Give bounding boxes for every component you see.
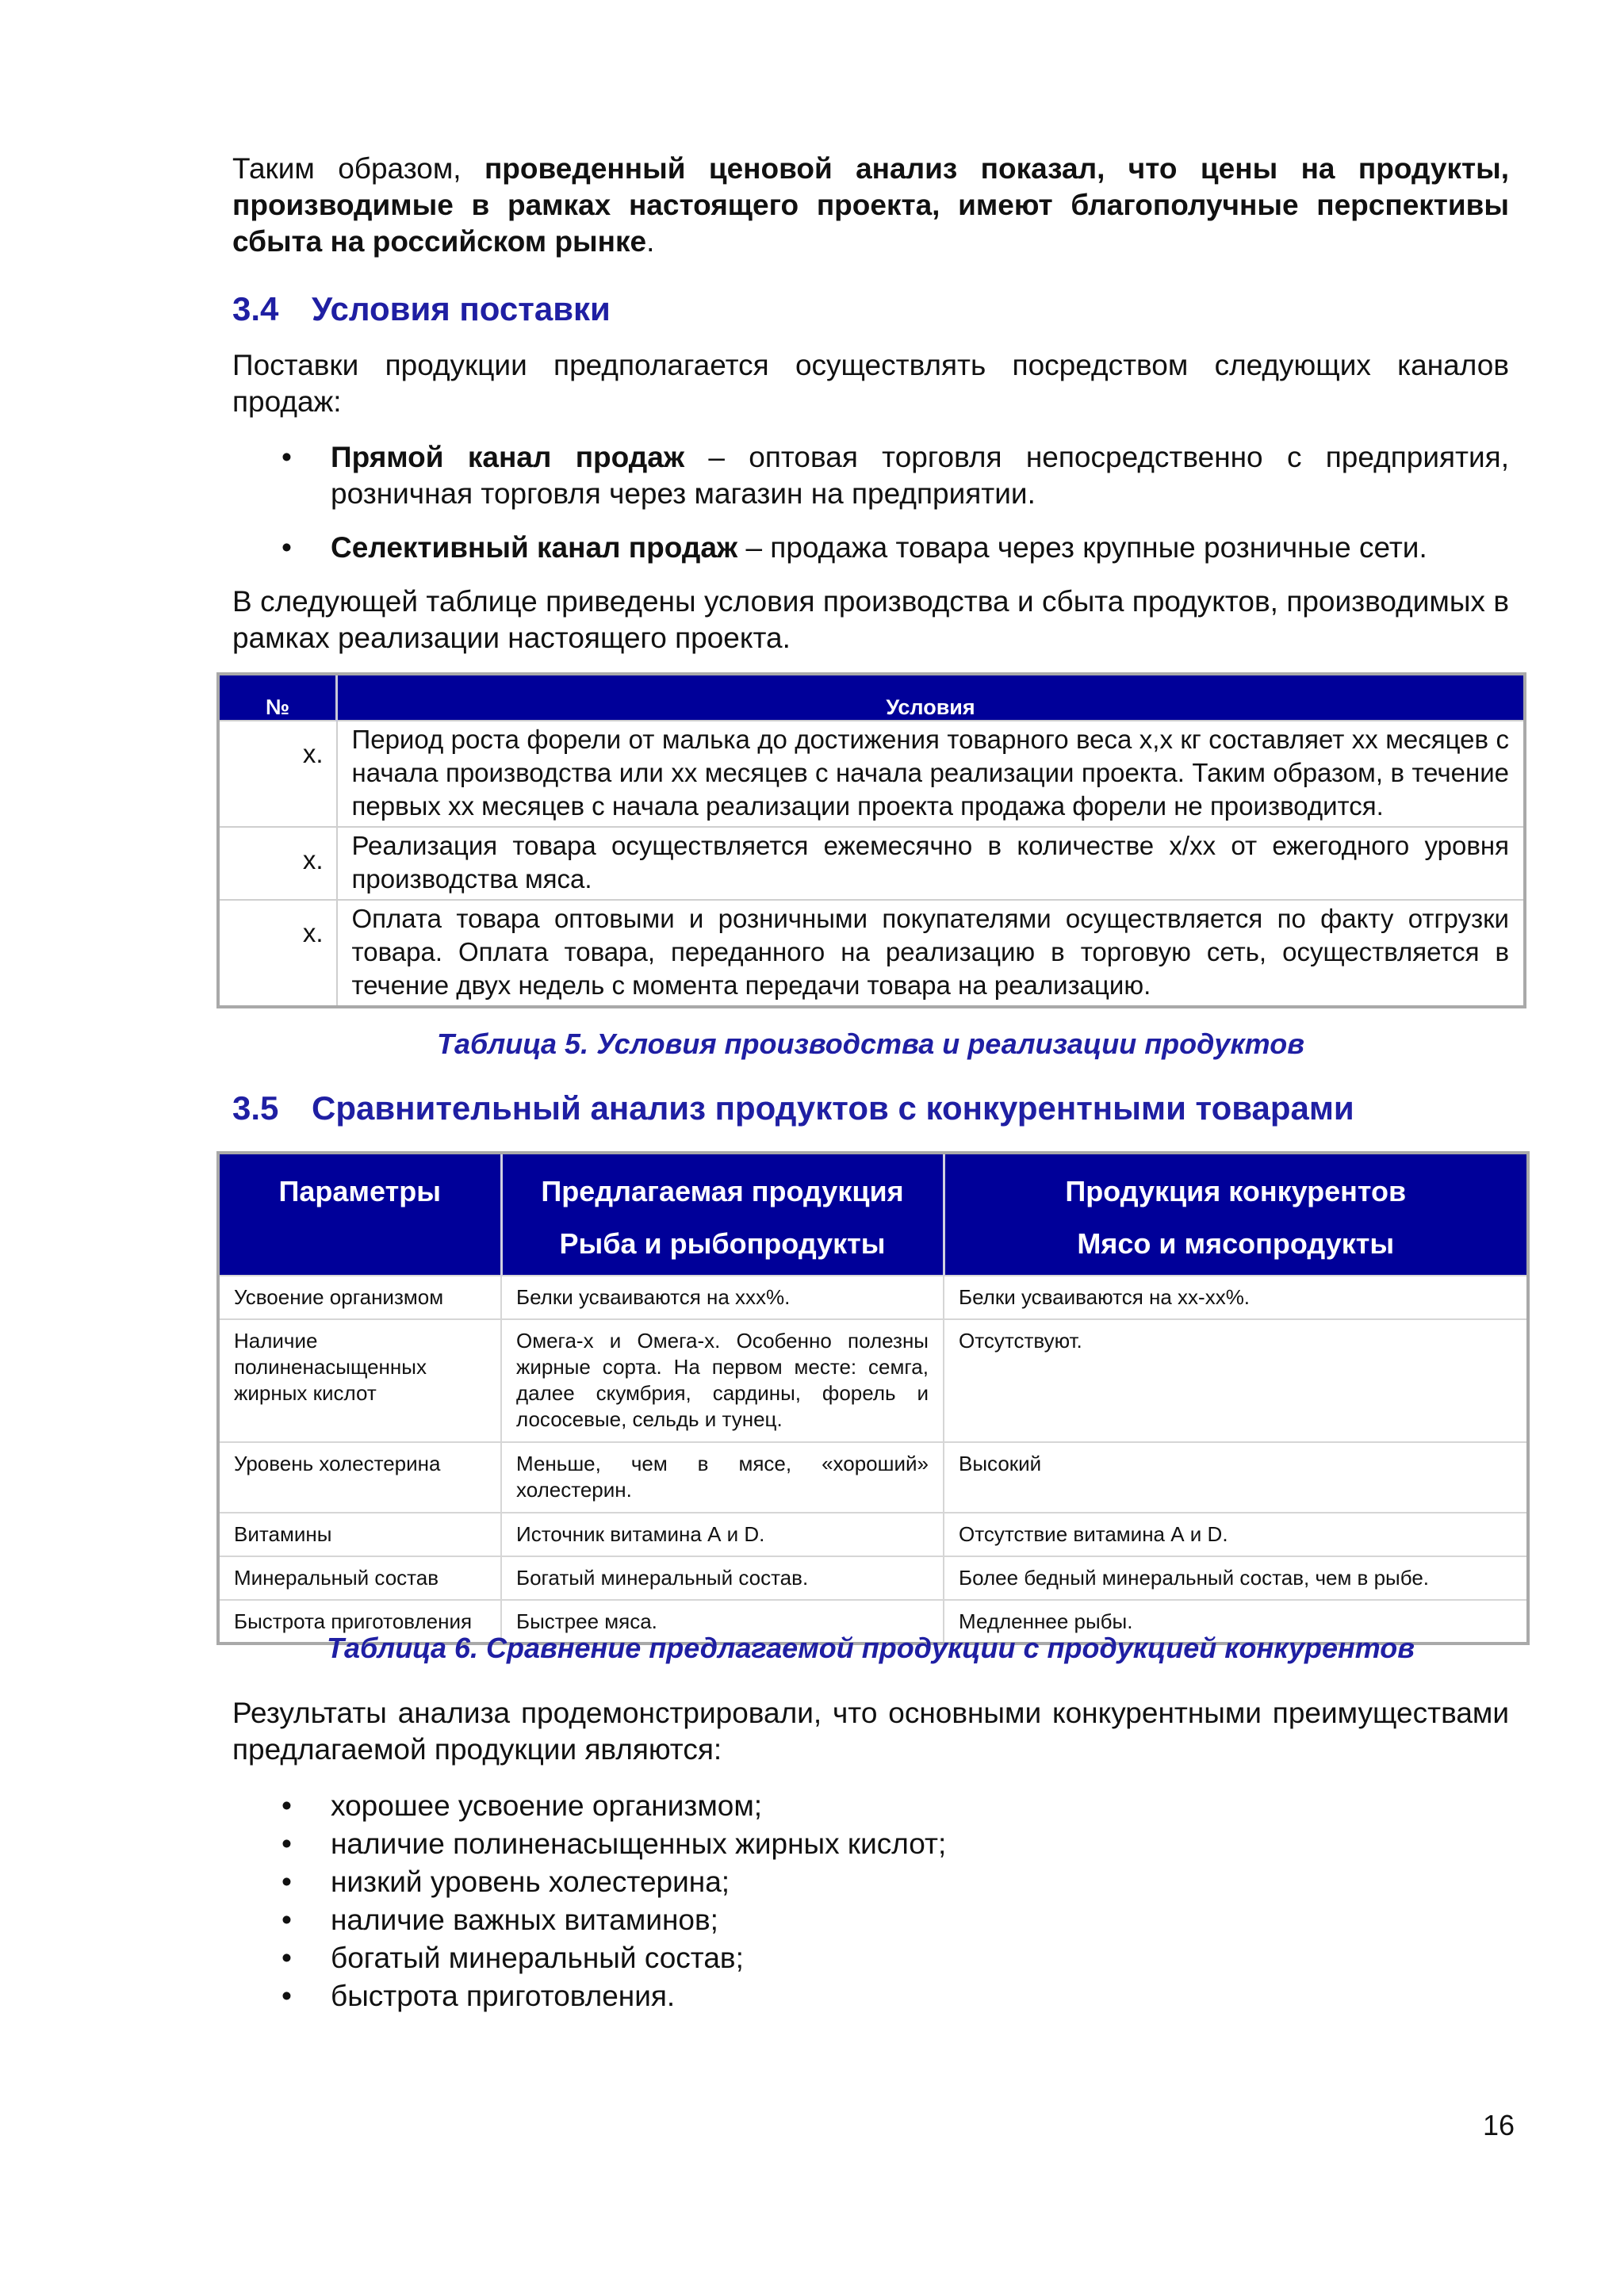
bullet-icon: • [282,1980,292,2012]
bullet-icon: • [282,1789,292,1822]
cell-competitor: Медленнее рыбы. [944,1600,1528,1644]
sales-channels-list [232,439,1509,566]
results-lead: Результаты анализа продемонстрировали, что основными конкурентными преимуществами предлагаемой продукции являются: [232,1697,1509,1766]
row-text: Период роста форели от малька до достижения товарного веса х,х кг составляет хх месяцев с начала производства или хх месяцев с начала реализации проекта. Таким образом, в течение первых хх месяцев с начала реализации проекта продажа форели не производится. [337,721,1526,827]
comparison-table [216,1151,1530,1645]
cell-competitor: Высокий [944,1442,1528,1513]
column-header-offered: Предлагаемая продукция Рыба и рыбопродукты [501,1153,944,1276]
list-item: • низкий уровень холестерина; [232,1863,1509,1901]
intro-paragraph: Таким образом, проведенный ценовой анализ показал, что цены на продукты, производимые в рамках настоящего проекта, имеют благополучные перспективы сбыта на российском рынке. [232,152,1509,258]
section-3-4-after: В следующей таблице приведены условия производства и сбыта продуктов, производимых в рамках реализации настоящего проекта. [232,585,1509,654]
cell-offered: Источник витамина А и D. [501,1513,944,1556]
list-item: • богатый минеральный состав; [232,1939,1509,1977]
column-header-parameters: Параметры [218,1153,501,1276]
table-row [218,1319,1528,1442]
section-3-4-lead: Поставки продукции предполагается осуществлять посредством следующих каналов продаж: [232,349,1509,418]
cell-parameter: Витамины [218,1513,501,1556]
list-item: • Прямой канал продаж – оптовая торговля непосредственно с предприятия, розничная торговля через магазин на предприятии. [282,441,1509,510]
row-number: x. [218,827,337,900]
column-header: № [218,674,337,721]
table-row [218,1276,1528,1319]
section-3-5-heading: 3.5 Сравнительный анализ продуктов с конкурентными товарами [232,1089,1354,1127]
cell-offered: Белки усваиваются на ххх%. [501,1276,944,1319]
cell-parameter: Наличие полиненасыщенных жирных кислот [218,1319,501,1442]
table-5-caption: Таблица 5. Условия производства и реализации продуктов [437,1027,1304,1060]
cell-parameter: Быстрота приготовления [218,1600,501,1644]
bullet-icon: • [282,1942,292,1974]
table-row [218,900,1525,1007]
row-number: x. [218,721,337,827]
list-item: • наличие важных витаминов; [232,1901,1509,1939]
cell-offered: Богатый минеральный состав. [501,1556,944,1600]
cell-competitor: Более бедный минеральный состав, чем в рыбе. [944,1556,1528,1600]
row-text: Оплата товара оптовыми и розничными покупателями осуществляется по факту отгрузки товара. Оплата товара, переданного на реализацию в торговую сеть, осуществляется в течение двух недель с момента передачи товара на реализацию. [337,900,1526,1007]
table-row [218,1556,1528,1600]
row-number: x. [218,900,337,1007]
advantages-list [232,1787,1509,2015]
page-number: 16 [1482,2109,1515,2141]
bullet-icon: • [282,1827,292,1860]
cell-competitor: Белки усваиваются на хх-хх%. [944,1276,1528,1319]
bullet-icon: • [282,1904,292,1936]
cell-parameter: Минеральный состав [218,1556,501,1600]
table-row [218,827,1525,900]
column-header-competitors: Продукция конкурентов Мясо и мясопродукты [944,1153,1528,1276]
cell-offered: Меньше, чем в мясе, «хороший» холестерин. [501,1442,944,1513]
list-item: • Селективный канал продаж – продажа товара через крупные розничные сети. [232,530,1509,566]
table-row [218,1442,1528,1513]
cell-offered: Быстрее мяса. [501,1600,944,1644]
bullet-icon: • [282,441,292,473]
bullet-icon: • [282,1866,292,1898]
cell-competitor: Отсутствуют. [944,1319,1528,1442]
cell-parameter: Усвоение организмом [218,1276,501,1319]
conditions-table [216,672,1526,1008]
list-item: • наличие полиненасыщенных жирных кислот; [232,1825,1509,1863]
row-text: Реализация товара осуществляется ежемесячно в количестве х/хх от ежегодного уровня производства мяса. [337,827,1526,900]
cell-parameter: Уровень холестерина [218,1442,501,1513]
bullet-icon: • [282,531,292,564]
list-item: • хорошее усвоение организмом; [232,1787,1509,1825]
table-row [218,1513,1528,1556]
table-row [218,721,1525,827]
cell-competitor: Отсутствие витамина А и D. [944,1513,1528,1556]
section-3-4-heading: 3.4 Условия поставки [232,290,611,327]
table-6-caption: Таблица 6. Сравнение предлагаемой продукции с продукцией конкурентов [326,1632,1415,1664]
cell-offered: Омега-х и Омега-х. Особенно полезны жирные сорта. На первом месте: семга, далее скумбрия, сардины, форель и лососевые, сельдь и тунец. [501,1319,944,1442]
column-header: Условия [337,674,1526,721]
list-item: • быстрота приготовления. [232,1977,1509,2015]
